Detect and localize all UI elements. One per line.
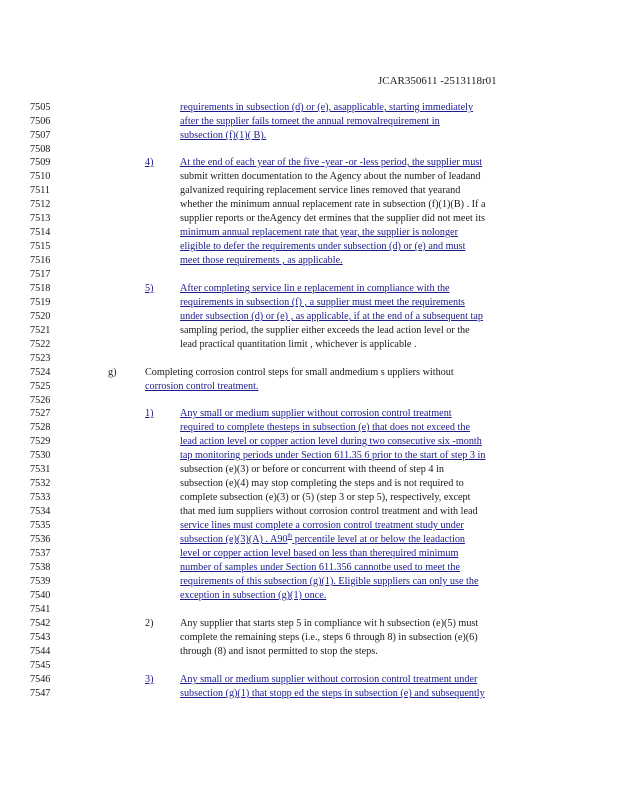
text-segment: number of samples under Section 611.356 cannotbe used to meet the	[180, 562, 460, 573]
line-number: 7519	[30, 297, 51, 308]
document-line	[0, 184, 618, 197]
text-segment: At the end of each year of the five -year -or -less period, the supplier must	[180, 157, 483, 168]
document-line	[0, 589, 618, 602]
line-number: 7537	[30, 548, 51, 559]
line-text	[145, 366, 454, 379]
document-line	[0, 366, 618, 379]
text-segment: complete the remaining steps (i.e., steps 6 through 8) in subsection (e)(6)	[180, 632, 478, 643]
document-line	[0, 435, 618, 448]
line-text	[180, 338, 417, 351]
text-segment: minimum annual replacement rate that year, the supplier is nolonger	[180, 227, 458, 238]
line-text	[180, 310, 483, 323]
text-segment: requirements in subsection (f) , a supplier must meet the requirements	[180, 297, 465, 308]
document-line	[0, 282, 618, 295]
text-segment: through (8) and isnot permitted to stop the steps.	[180, 646, 378, 657]
line-text	[180, 547, 458, 560]
text-segment: eligible to defer the requirements under subsection (d) or (e) and must	[180, 241, 466, 252]
line-text	[180, 212, 485, 225]
line-text	[180, 561, 460, 574]
line-text	[180, 170, 480, 183]
line-number: 7522	[30, 339, 51, 350]
line-number: 7521	[30, 325, 51, 336]
line-number: 7528	[30, 422, 51, 433]
document-line	[0, 631, 618, 644]
document-line	[0, 421, 618, 434]
line-number: 7547	[30, 688, 51, 699]
line-number: 7520	[30, 311, 51, 322]
line-text	[180, 282, 450, 295]
line-number: 7542	[30, 618, 51, 629]
line-text	[180, 254, 343, 267]
line-text	[180, 407, 452, 420]
document-line	[0, 449, 618, 462]
line-number: 7538	[30, 562, 51, 573]
line-number: 7541	[30, 604, 51, 615]
text-segment: Completing corrosion control steps for small andmedium s uppliers without	[145, 367, 454, 378]
list-marker: g)	[108, 367, 117, 378]
line-text	[180, 198, 486, 211]
line-text	[180, 673, 477, 686]
text-segment: whether the minimum annual replacement rate in subsection (f)(1)(B) . If a	[180, 199, 486, 210]
list-marker: 5)	[145, 283, 154, 294]
line-number: 7513	[30, 213, 51, 224]
list-marker: 3)	[145, 674, 154, 685]
line-number: 7531	[30, 464, 51, 475]
text-segment: lead practical quantitation limit , whichever is applicable .	[180, 339, 417, 350]
document-line	[0, 659, 618, 672]
text-segment: service lines must complete a corrosion control treatment study under	[180, 520, 464, 531]
document-line	[0, 519, 618, 532]
line-text	[180, 491, 470, 504]
line-text	[180, 449, 485, 462]
text-segment: after the supplier fails tomeet the annual removalrequirement in	[180, 116, 440, 127]
line-text	[180, 631, 478, 644]
text-segment: that med ium suppliers without corrosion control treatment and with lead	[180, 506, 478, 517]
line-text	[180, 463, 444, 476]
document-line	[0, 673, 618, 686]
line-number: 7543	[30, 632, 51, 643]
document-line	[0, 645, 618, 658]
line-number: 7517	[30, 269, 51, 280]
document-line	[0, 198, 618, 211]
text-segment: corrosion control treatment.	[145, 381, 259, 392]
line-number: 7527	[30, 408, 51, 419]
document-line	[0, 268, 618, 281]
text-segment: sampling period, the supplier either exceeds the lead action level or the	[180, 325, 470, 336]
line-text	[180, 519, 464, 532]
document-line	[0, 212, 618, 225]
line-number: 7510	[30, 171, 51, 182]
line-text	[180, 324, 470, 337]
text-segment: complete subsection (e)(3) or (5) (step 3 or step 5), respectively, except	[180, 492, 471, 503]
line-number: 7524	[30, 367, 51, 378]
document-line	[0, 143, 618, 156]
document-line	[0, 477, 618, 490]
document-line	[0, 156, 618, 169]
text-segment: After completing service lin e replacement in compliance with the	[180, 283, 450, 294]
line-text	[180, 101, 473, 114]
document-line	[0, 352, 618, 365]
document-line	[0, 617, 618, 630]
line-text	[180, 645, 378, 658]
text-segment: required to complete thesteps in subsection (e) that does not exceed the	[180, 422, 470, 433]
document-line	[0, 226, 618, 239]
list-marker: 2)	[145, 618, 154, 629]
text-segment: subsection (e)(4) may stop completing the steps and is not required to	[180, 478, 464, 489]
line-number: 7518	[30, 283, 51, 294]
line-text	[180, 505, 478, 518]
line-text	[180, 421, 470, 434]
document-line	[0, 603, 618, 616]
line-number: 7514	[30, 227, 51, 238]
line-number: 7533	[30, 492, 51, 503]
line-number: 7540	[30, 590, 51, 601]
line-text	[180, 477, 464, 490]
line-number: 7535	[30, 520, 51, 531]
text-segment: subsection (f)(1)( B).	[180, 130, 267, 141]
line-number: 7508	[30, 144, 51, 155]
line-number: 7507	[30, 130, 51, 141]
line-number: 7529	[30, 436, 51, 447]
document-line	[0, 687, 618, 700]
document-line	[0, 533, 618, 546]
text-segment: level or copper action level based on less than therequired minimum	[180, 548, 459, 559]
line-text	[180, 156, 482, 169]
list-marker: 4)	[145, 157, 154, 168]
document-line	[0, 380, 618, 393]
document-line	[0, 491, 618, 504]
line-text	[145, 380, 258, 393]
line-text	[180, 575, 478, 588]
text-segment: subsection (e)(3)(A) . A90	[180, 534, 288, 545]
line-text	[180, 617, 478, 630]
line-number: 7545	[30, 660, 51, 671]
line-number: 7530	[30, 450, 51, 461]
text-segment: submit written documentation to the Agency about the number of leadand	[180, 171, 481, 182]
document-line	[0, 561, 618, 574]
line-number: 7516	[30, 255, 51, 266]
document-line	[0, 115, 618, 128]
text-segment: under subsection (d) or (e) , as applicable, if at the end of a subsequent tap	[180, 311, 483, 322]
line-number: 7532	[30, 478, 51, 489]
superscript: th	[287, 533, 293, 540]
text-segment: galvanized requiring replacement service lines removed that yearand	[180, 185, 461, 196]
line-number: 7526	[30, 395, 51, 406]
document-line	[0, 101, 618, 114]
document-line	[0, 254, 618, 267]
text-segment: percentile level at or below the leadaction	[292, 534, 466, 545]
text-segment: tap monitoring periods under Section 611.35 6 prior to the start of step 3 in	[180, 450, 486, 461]
text-segment: lead action level or copper action level during two consecutive six -month	[180, 436, 482, 447]
document-line	[0, 310, 618, 323]
document-line	[0, 338, 618, 351]
line-text	[180, 589, 326, 602]
line-text	[180, 435, 482, 448]
document-line	[0, 547, 618, 560]
line-text	[180, 184, 460, 197]
text-segment: exception in subsection (g)(1) once.	[180, 590, 327, 601]
text-segment: Any small or medium supplier without corrosion control treatment under	[180, 674, 478, 685]
list-marker: 1)	[145, 408, 154, 419]
line-text	[180, 129, 266, 142]
text-segment: subsection (e)(3) or before or concurrent with theend of step 4 in	[180, 464, 444, 475]
line-number: 7525	[30, 381, 51, 392]
document-line	[0, 463, 618, 476]
text-segment: requirements in subsection (d) or (e), asapplicable, starting immediately	[180, 102, 474, 113]
document-header: JCAR350611 -2513118r01	[378, 75, 497, 87]
document-line	[0, 240, 618, 253]
line-text	[180, 115, 440, 128]
line-number: 7536	[30, 534, 51, 545]
document-line	[0, 170, 618, 183]
document-line	[0, 407, 618, 420]
line-number: 7515	[30, 241, 51, 252]
document-line	[0, 575, 618, 588]
line-text	[180, 687, 485, 700]
line-text	[180, 226, 458, 239]
document-line	[0, 296, 618, 309]
document-line	[0, 394, 618, 407]
line-number: 7511	[30, 185, 50, 196]
line-number: 7509	[30, 157, 51, 168]
line-text	[180, 240, 465, 253]
text-segment: subsection (g)(1) that stopp ed the steps in subsection (e) and subsequently	[180, 688, 485, 699]
line-number: 7539	[30, 576, 51, 587]
text-segment: meet those requirements , as applicable.	[180, 255, 343, 266]
document-line	[0, 505, 618, 518]
line-number: 7546	[30, 674, 51, 685]
text-segment: Any small or medium supplier without corrosion control treatment	[180, 408, 452, 419]
line-number: 7534	[30, 506, 51, 517]
line-number: 7544	[30, 646, 51, 657]
line-number: 7505	[30, 102, 51, 113]
text-segment: Any supplier that starts step 5 in compliance wit h subsection (e)(5) must	[180, 618, 479, 629]
document-line	[0, 129, 618, 142]
line-text	[180, 533, 465, 546]
line-number: 7506	[30, 116, 51, 127]
line-text	[180, 296, 465, 309]
document-line	[0, 324, 618, 337]
line-number: 7523	[30, 353, 51, 364]
line-number: 7512	[30, 199, 51, 210]
text-segment: requirements of this subsection (g)(1). Eligible suppliers can only use the	[180, 576, 479, 587]
text-segment: supplier reports or theAgency det ermines that the supplier did not meet its	[180, 213, 485, 224]
